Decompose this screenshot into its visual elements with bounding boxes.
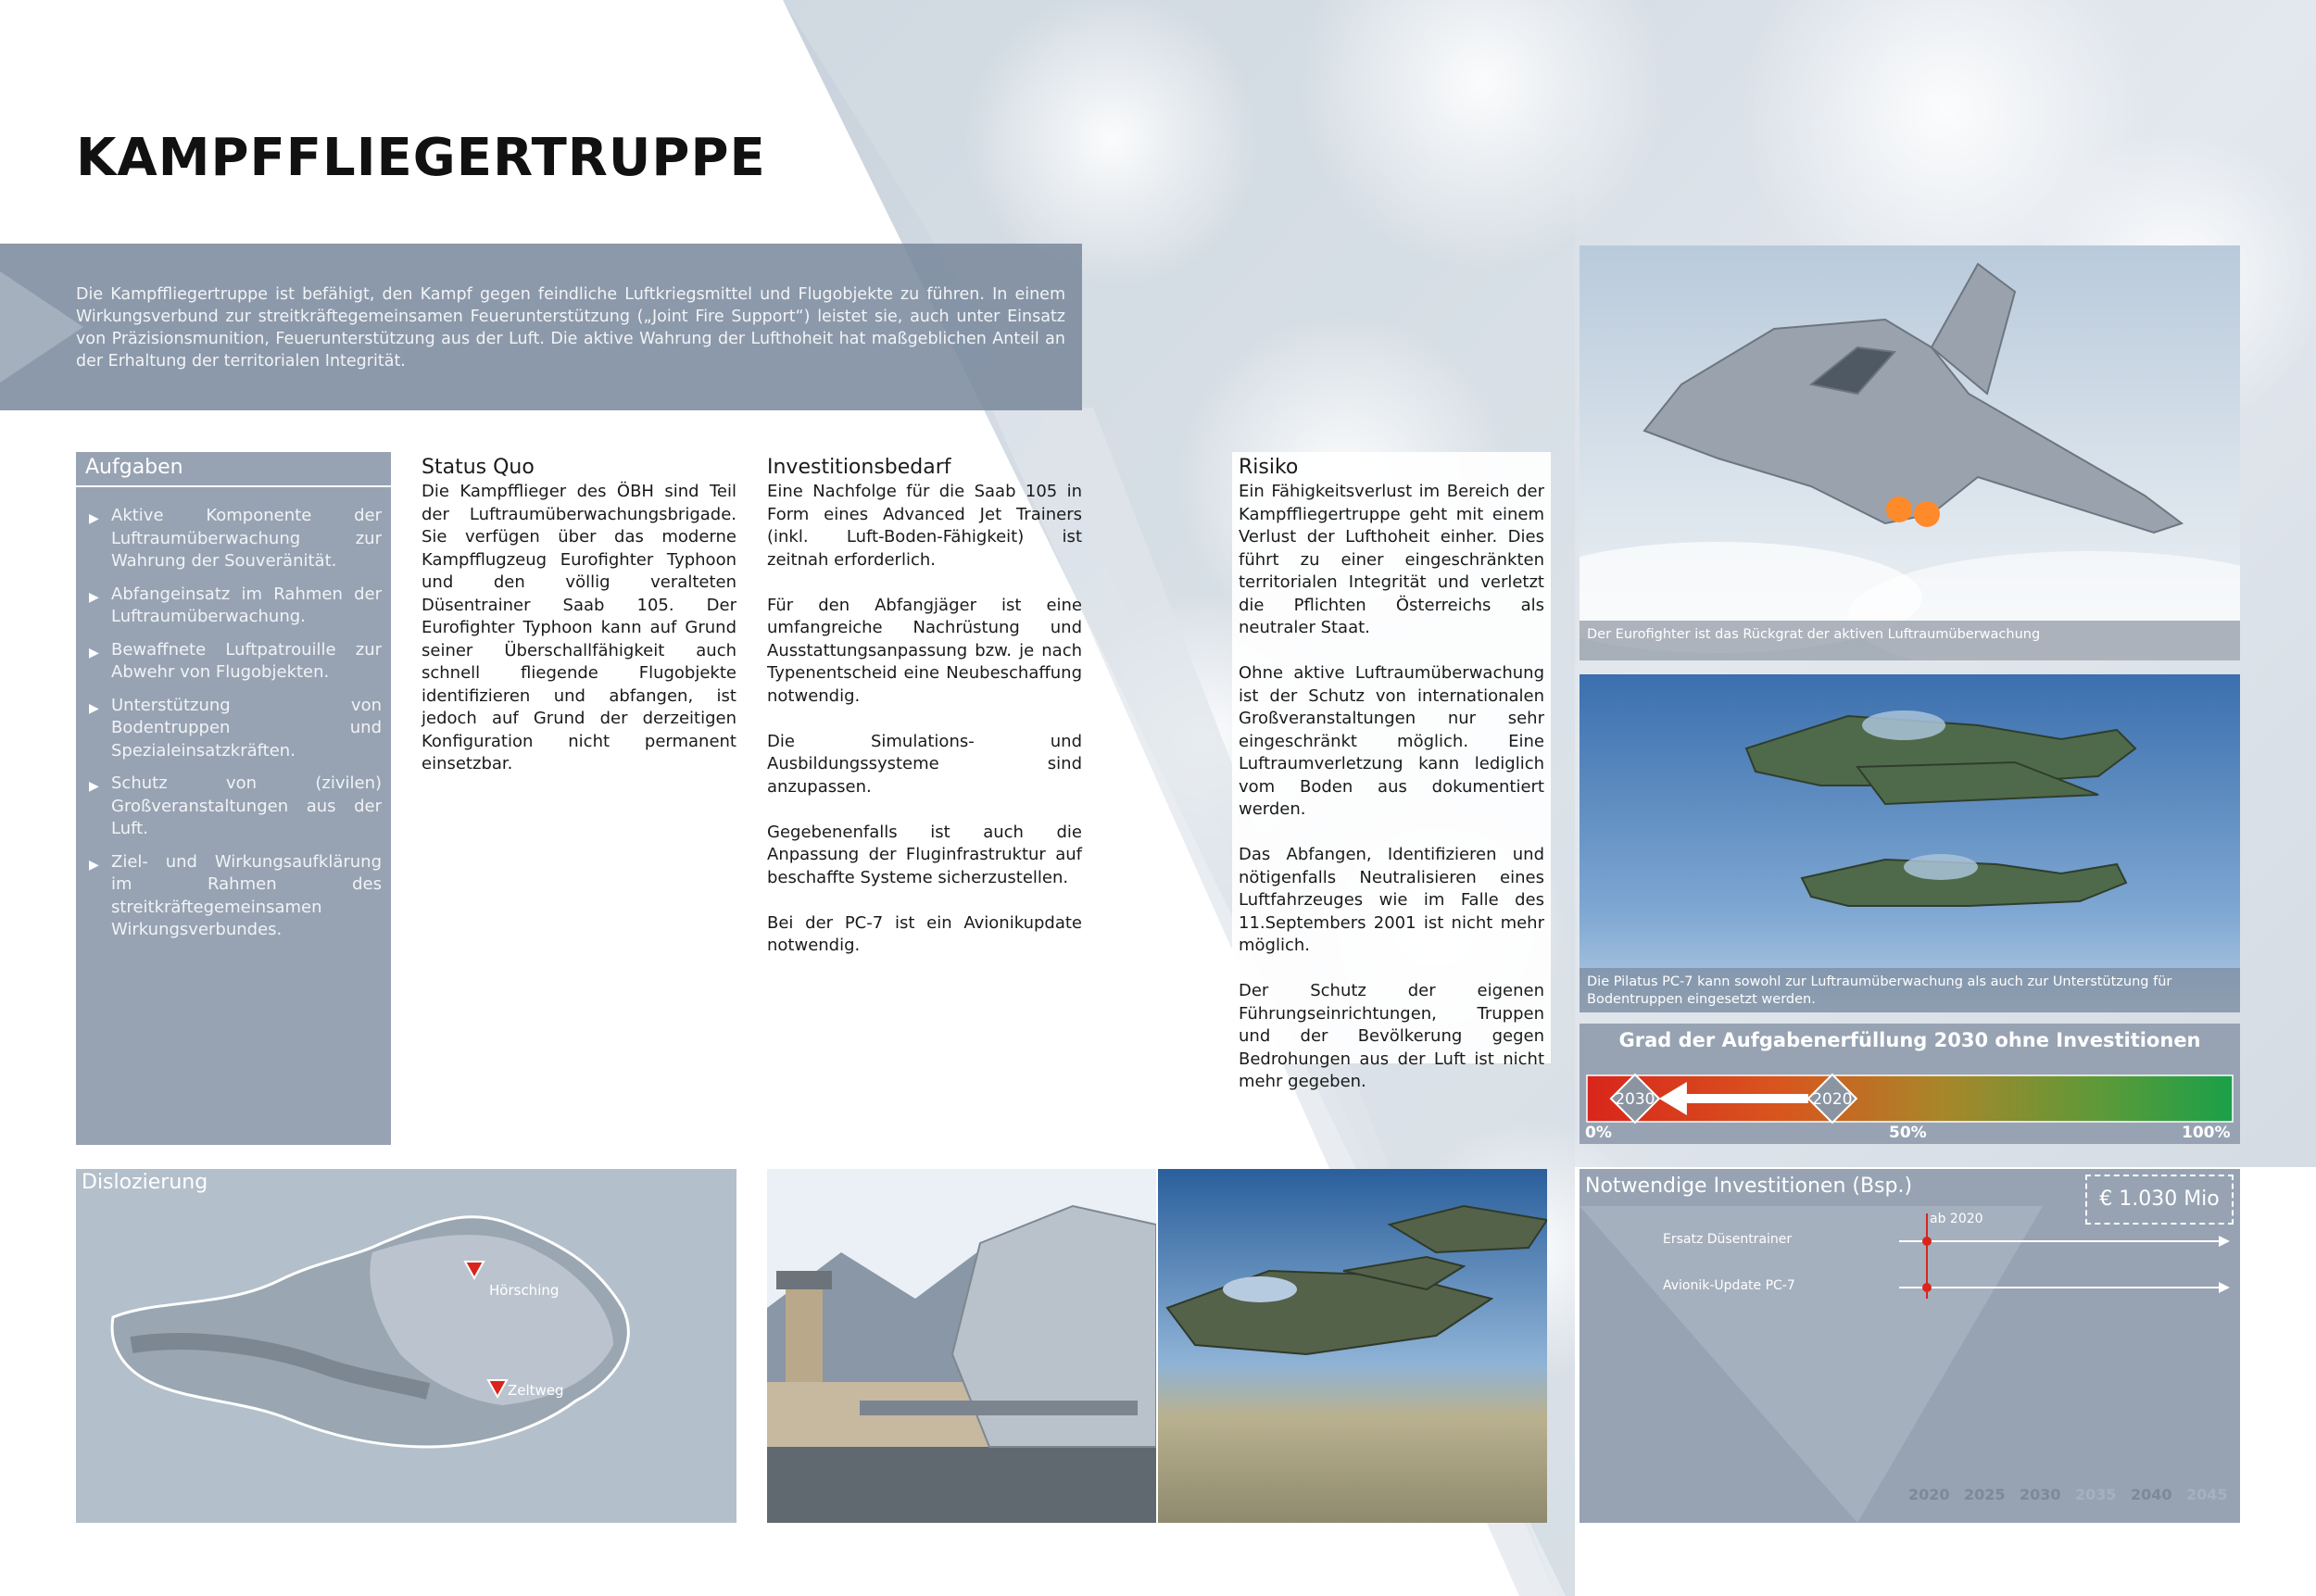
saab105-illustration [1158, 1169, 1547, 1523]
year-label: 2045 [2186, 1486, 2228, 1503]
year-label: 2020 [1908, 1486, 1950, 1503]
eurofighter-illustration [1580, 245, 2240, 660]
dislozierung-map [76, 1169, 736, 1523]
investitionen-panel [1580, 1169, 2240, 1523]
arrow-right-icon [2219, 1282, 2230, 1293]
triangle-bullet-icon: ▶ [89, 779, 99, 794]
year-label: 2040 [2131, 1486, 2172, 1503]
airfield-photo [767, 1169, 1156, 1523]
triangle-bullet-icon: ▶ [89, 700, 99, 716]
airfield-illustration [767, 1169, 1156, 1523]
list-item: ▶ Schutz von (zivilen) Großveranstaltungen aus der Luft. [89, 773, 382, 838]
chart-title: Grad der Aufgabenerfüllung 2030 ohne Investitionen [1618, 1029, 2201, 1051]
risiko-heading: Risiko [1239, 456, 1299, 479]
triangle-bullet-icon: ▶ [89, 589, 99, 605]
start-dot-icon [1922, 1237, 1932, 1246]
aufgaben-list [89, 505, 382, 952]
divider [76, 485, 391, 487]
axis-label-100: 100% [2182, 1124, 2231, 1142]
pc7-illustration [1580, 674, 2240, 1012]
risiko-text: Ein Fähigkeitsverlust im Bereich der Kampffliegertruppe geht mit einem Verlust der Lufthoheit einher. Dies führt zu einer eingeschränkten territorialen Integrität und verletzt die Pflichten Österreichs als neutraler Staat. Ohne aktive Luftraumüberwachung ist der Schutz von internationalen Großveranstaltungen nur sehr eingeschränkt möglich. Eine Luftraumverletzung kann lediglich vom Boden aus dokumentiert werden. Das Abfangen, Identifizieren und nötigenfalls Neutralisieren eines Luftfahrzeuges wie im Falle des 11.Septembers 2001 ist nicht mehr möglich. Der Schutz der eigenen Führungseinrichtungen, Truppen und der Bevölkerung gegen Bedrohungen aus der Luft ist nicht mehr gegeben. [1239, 482, 1544, 1091]
year-label: 2025 [1964, 1486, 2006, 1503]
eurofighter-caption: Der Eurofighter ist das Rückgrat der aktiven Luftraumüberwachung [1580, 621, 2240, 660]
row-label-ersatz: Ersatz Düsentrainer [1663, 1232, 1793, 1247]
status-quo-heading: Status Quo [422, 456, 535, 479]
dislozierung-heading: Dislozierung [82, 1171, 208, 1194]
location-zeltweg: Zeltweg [508, 1382, 564, 1399]
axis-label-0: 0% [1585, 1124, 1612, 1142]
intro-text: Die Kampffliegertruppe ist befähigt, den Kampf gegen feindliche Luftkriegsmittel und Flugobjekte zu führen. In einem Wirkungsverbund zur streitkräftegemeinsamen Feuerunterstützung („Joint Fire Support“) leistet sie, auch unter Einsatz von Präzisionsmunition, Feuerunterstützung aus der Luft. Die aktive Wahrung der Lufthoheit hat maßgeblichen Anteil an der Erhaltung der territorialen Integrität. [76, 285, 1065, 371]
list-item: ▶ Abfangeinsatz im Rahmen der Luftraumüberwachung. [89, 584, 382, 626]
year-label: 2035 [2075, 1486, 2117, 1503]
page-title: KAMPFFLIEGERTRUPPE [76, 128, 766, 188]
status-quo-text: Die Kampfflieger des ÖBH sind Teil der Luftraumüberwachungsbrigade. Sie verfügen über das moderne Kampfflugzeug Eurofighter Typhoon und den völlig veralteten Düsentrainer Saab 105. Der Eurofighter Typhoon kann auf Grund seiner Überschallfähigkeit auch schnell fliegende Flugobjekte identifizieren und abfangen, ist jedoch auf Grund der derzeitigen Konfiguration nicht permanent einsetzbar. [422, 482, 736, 773]
arrow-right-icon [2219, 1236, 2230, 1247]
eurofighter-photo [1580, 245, 2240, 660]
list-item: ▶ Unterstützung von Bodentruppen und Spezialeinsatzkräften. [89, 695, 382, 760]
list-item: ▶ Bewaffnete Luftpatrouille zur Abwehr von Flugobjekten. [89, 639, 382, 682]
investitionen-total: € 1.030 Mio [2085, 1175, 2234, 1225]
investitionen-heading: Notwendige Investitionen (Bsp.) [1585, 1175, 1913, 1198]
aufgaben-heading: Aufgaben [85, 456, 183, 479]
axis-label-50: 50% [1889, 1124, 1927, 1142]
pc7-caption: Die Pilatus PC-7 kann sowohl zur Luftraumüberwachung als auch zur Unterstützung für Bodentruppen eingesetzt werden. [1580, 968, 2240, 1012]
list-item: ▶ Ziel- und Wirkungsaufklärung im Rahmen des streitkräftegemeinsamen Wirkungsverbundes. [89, 851, 382, 939]
triangle-bullet-icon: ▶ [89, 511, 99, 526]
austria-map [76, 1169, 736, 1523]
start-label: ab 2020 [1930, 1212, 1983, 1226]
fulfillment-chart [1580, 1024, 2240, 1144]
start-dot-icon [1922, 1283, 1932, 1292]
pc7-photo [1580, 674, 2240, 1012]
year-label: 2030 [2020, 1486, 2061, 1503]
saab105-photo [1158, 1169, 1547, 1523]
investitionsbedarf-text: Eine Nachfolge für die Saab 105 in Form eines Advanced Jet Trainers (inkl. Luft-Boden-Fähigkeit) ist zeitnah erforderlich. Für den Abfangjäger ist eine umfangreiche Nachrüstung und Ausstattungsanpassung bzw. je nach Typenentscheid eine Neubeschaffung notwendig. Die Simulations- und Ausbildungssysteme sind anzupassen. Gegebenenfalls ist auch die Anpassung der Fluginfrastruktur auf beschaffte Systeme sicherzustellen. Bei der PC-7 ist ein Avionikupdate notwendig. [767, 482, 1082, 955]
marker-2020-label: 2020 [1812, 1090, 1853, 1109]
investitionsbedarf-heading: Investitionsbedarf [767, 456, 951, 479]
row-label-avionik: Avionik-Update PC-7 [1663, 1278, 1795, 1293]
list-item: ▶ Aktive Komponente der Luftraumüberwachung zur Wahrung der Souveränität. [89, 506, 382, 571]
marker-2030-label: 2030 [1615, 1090, 1655, 1109]
triangle-bullet-icon: ▶ [89, 645, 99, 660]
triangle-bullet-icon: ▶ [89, 857, 99, 873]
location-hoersching: Hörsching [489, 1282, 560, 1299]
